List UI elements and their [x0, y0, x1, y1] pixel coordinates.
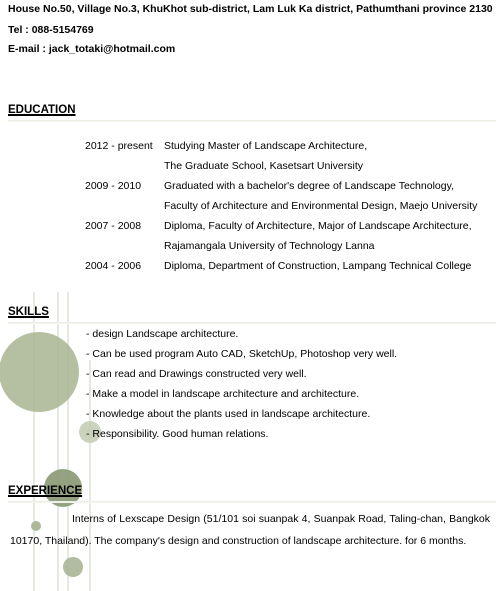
- education-years: 2004 - 2006: [85, 260, 142, 272]
- contact-email: E-mail : jack_totaki@hotmail.com: [8, 43, 176, 55]
- decorative-large-circle: [0, 332, 79, 412]
- education-line: Rajamangala University of Technology Lanna: [164, 240, 375, 252]
- education-line: Faculty of Architecture and Environmental Design, Maejo University: [164, 200, 478, 212]
- skill-item: - Can read and Drawings constructed very well.: [86, 368, 307, 380]
- skills-divider: [8, 322, 496, 324]
- skill-item: - Make a model in landscape architecture and architecture.: [86, 388, 360, 400]
- education-line: Diploma, Department of Construction, Lampang Technical College: [164, 260, 472, 272]
- education-line: Graduated with a bachelor's degree of Landscape Technology,: [164, 180, 454, 192]
- skill-item: - Can be used program Auto CAD, SketchUp, Photoshop very well.: [86, 348, 398, 360]
- skill-item: - Responsibility. Good human relations.: [86, 428, 269, 440]
- skills-heading: SKILLS: [8, 306, 49, 318]
- education-line: Diploma, Faculty of Architecture, Major of Landscape Architecture,: [164, 220, 472, 232]
- experience-text: Interns of Lexscape Design (51/101 soi suanpak 4, Suanpak Road, Taling-chan, Bangkok 10170, Thailand). The company's design and construction of landscape architecture. for 6 months.: [10, 513, 490, 547]
- experience-paragraph: [10, 508, 490, 552]
- education-line: Studying Master of Landscape Architecture,: [164, 140, 368, 152]
- education-years: 2012 - present: [85, 140, 153, 152]
- skill-item: - Knowledge about the plants used in landscape architecture.: [86, 408, 371, 420]
- education-years: 2009 - 2010: [85, 180, 142, 192]
- contact-address: House No.50, Village No.3, KhuKhot sub-district, Lam Luk Ka district, Pathumthani province 2130: [8, 3, 493, 15]
- contact-tel: Tel : 088-5154769: [8, 24, 94, 36]
- skill-item: - design Landscape architecture.: [86, 328, 239, 340]
- decorative-lower-circle: [63, 557, 83, 577]
- experience-divider: [8, 501, 496, 503]
- experience-heading: EXPERIENCE: [8, 485, 83, 497]
- education-years: 2007 - 2008: [85, 220, 142, 232]
- education-line: The Graduate School, Kasetsart University: [164, 160, 364, 172]
- education-heading: EDUCATION: [8, 104, 76, 116]
- education-divider: [8, 120, 496, 122]
